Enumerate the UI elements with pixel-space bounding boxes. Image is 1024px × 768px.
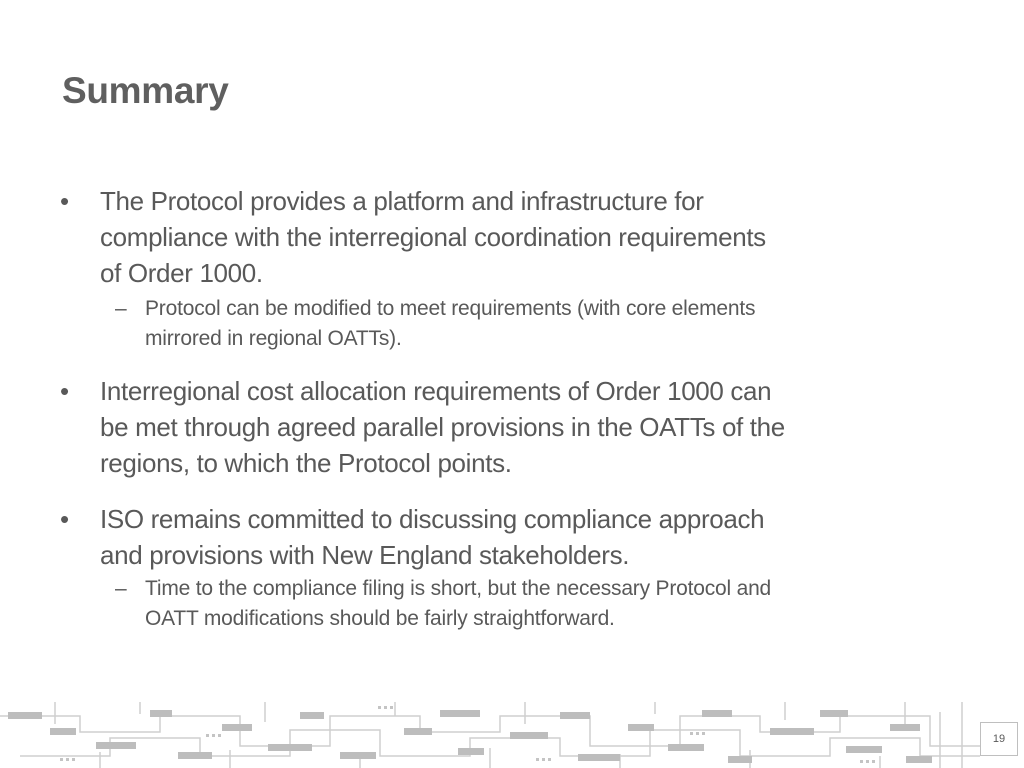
bullet-line: of Order 1000. xyxy=(100,258,263,288)
bullet-line: be met through agreed parallel provisions in the OATTs of the xyxy=(100,412,785,442)
bullet-line: Interregional cost allocation requirements of Order 1000 can xyxy=(100,376,772,406)
sub-bullet-item-1 xyxy=(145,294,965,354)
sub-bullet-line: Time to the compliance filing is short, but the necessary Protocol and xyxy=(145,577,772,600)
bullet-line: ISO remains committed to discussing compliance approach xyxy=(100,504,765,534)
bullet-line: regions, to which the Protocol points. xyxy=(100,448,512,478)
bullet-item-3 xyxy=(100,501,970,573)
bullet-marker: • xyxy=(60,376,70,406)
circuit-pattern-footer xyxy=(0,702,1024,768)
page-number: 19 xyxy=(980,722,1018,756)
sub-bullet-line: Protocol can be modified to meet requirements (with core elements xyxy=(145,297,756,320)
bullet-line: compliance with the interregional coordination requirements xyxy=(100,222,766,252)
bullet-marker: • xyxy=(60,504,70,534)
bullet-line: and provisions with New England stakeholders. xyxy=(100,540,630,570)
sub-bullet-item-2 xyxy=(145,574,965,634)
bullet-line: The Protocol provides a platform and infrastructure for xyxy=(100,186,704,216)
sub-bullet-line: OATT modifications should be fairly straightforward. xyxy=(145,607,615,630)
sub-bullet-marker: – xyxy=(115,577,127,600)
bullet-item-2 xyxy=(100,373,970,481)
bullet-item-1 xyxy=(100,183,970,291)
sub-bullet-line: mirrored in regional OATTs). xyxy=(145,327,402,350)
sub-bullet-marker: – xyxy=(115,297,127,320)
bullet-marker: • xyxy=(60,186,70,216)
slide-title: Summary xyxy=(62,70,229,111)
